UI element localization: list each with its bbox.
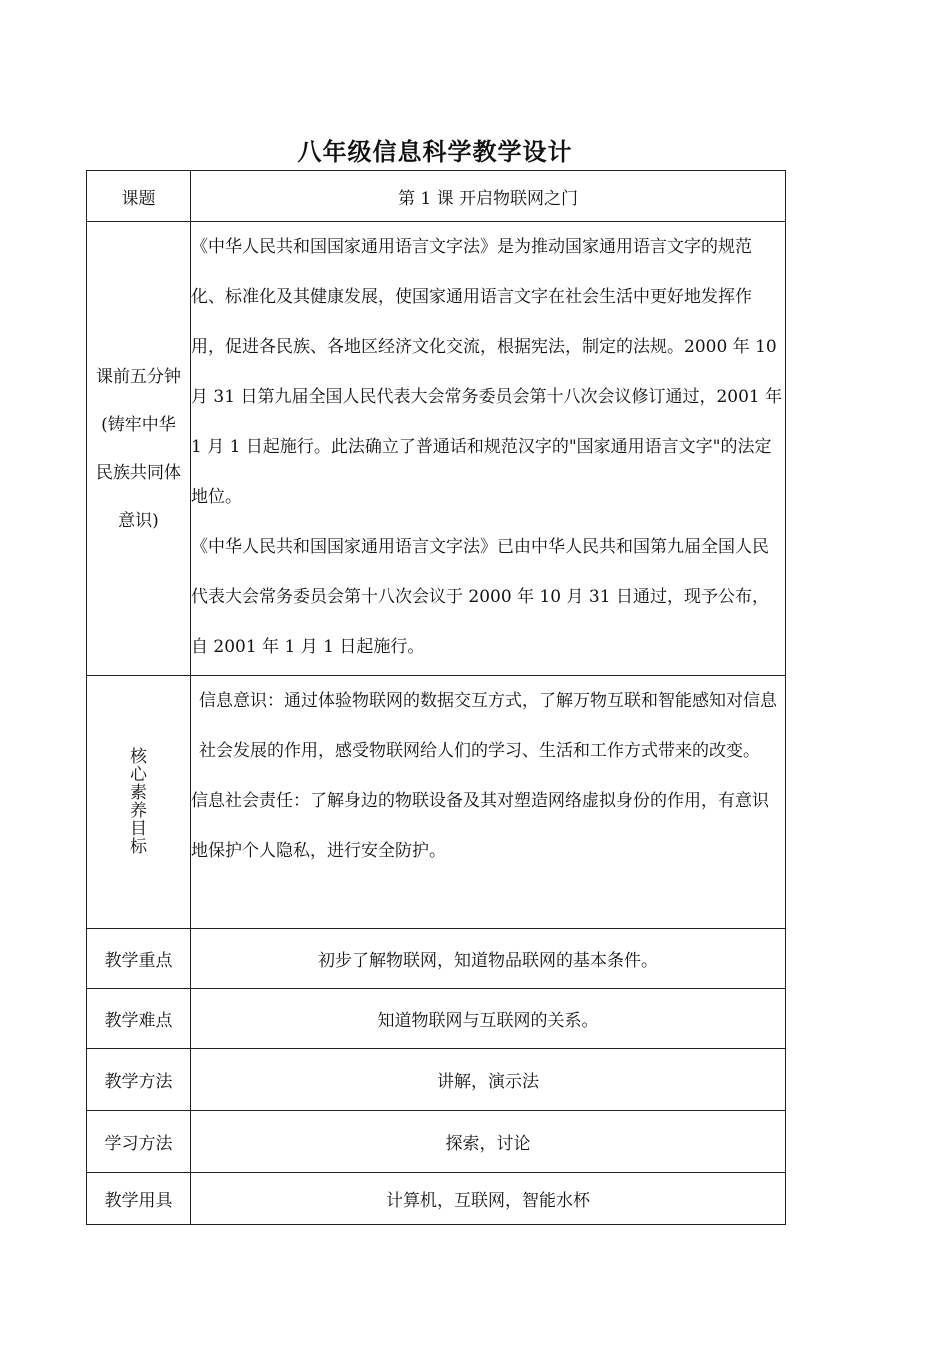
warmup-label-line: 意识) xyxy=(118,510,159,531)
difficulty-label: 教学难点 xyxy=(87,989,191,1049)
key-point-value: 初步了解物联网，知道物品联网的基本条件。 xyxy=(191,929,786,989)
warmup-label-line: 民族共同体 xyxy=(96,462,181,483)
learning-method-label: 学习方法 xyxy=(87,1111,191,1173)
warmup-content xyxy=(191,222,786,676)
difficulty-value: 知道物联网与互联网的关系。 xyxy=(191,989,786,1049)
literacy-paragraph: 信息社会责任：了解身边的物联设备及其对塑造网络虚拟身份的作用，有意识地保护个人隐私，进行安全防护。 xyxy=(191,791,769,861)
teaching-method-value: 讲解，演示法 xyxy=(191,1049,786,1111)
warmup-label xyxy=(87,222,191,676)
warmup-paragraph: 《中华人民共和国国家通用语言文字法》已由中华人民共和国第九届全国人民代表大会常务委员会第十八次会议于 2000 年 10 月 31 日通过，现予公布，自 2001 年 1 月 1 日起施行。 xyxy=(191,537,769,657)
lesson-plan-table xyxy=(86,170,786,1225)
literacy-label-cell xyxy=(87,676,191,929)
warmup-label-line: (铸牢中华 xyxy=(101,414,176,435)
row-key-point xyxy=(87,929,786,989)
literacy-paragraph: 信息意识：通过体验物联网的数据交互方式，了解万物互联和智能感知对信息社会发展的作用，感受物联网给人们的学习、生活和工作方式带来的改变。 xyxy=(199,691,777,761)
row-warmup xyxy=(87,222,786,676)
key-point-label: 教学重点 xyxy=(87,929,191,989)
tools-label: 教学用具 xyxy=(87,1173,191,1225)
literacy-label: 核心素养目标 xyxy=(130,746,147,857)
row-teaching-method xyxy=(87,1049,786,1111)
row-tools xyxy=(87,1173,786,1225)
row-topic xyxy=(87,171,786,222)
warmup-label-line: 课前五分钟 xyxy=(96,366,181,387)
row-difficulty xyxy=(87,989,786,1049)
teaching-method-label: 教学方法 xyxy=(87,1049,191,1111)
row-literacy xyxy=(87,676,786,929)
row-learning-method xyxy=(87,1111,786,1173)
topic-label: 课题 xyxy=(87,171,191,222)
literacy-content xyxy=(191,676,786,929)
warmup-paragraph: 《中华人民共和国国家通用语言文字法》是为推动国家通用语言文字的规范化、标准化及其健康发展，使国家通用语言文字在社会生活中更好地发挥作用，促进各民族、各地区经济文化交流，根据宪法，制定的法规。2000 年 10 月 31 日第九届全国人民代表大会常务委员会第十八次会议修订通过，2001 年 1 月 1 日起施行。此法确立了普通话和规范汉字的"国家通用语言文字"的法定地位。 xyxy=(191,237,783,507)
topic-value: 第 1 课 开启物联网之门 xyxy=(191,171,786,222)
tools-value: 计算机，互联网，智能水杯 xyxy=(191,1173,786,1225)
learning-method-value: 探索，讨论 xyxy=(191,1111,786,1173)
document-title: 八年级信息科学教学设计 xyxy=(297,138,573,166)
